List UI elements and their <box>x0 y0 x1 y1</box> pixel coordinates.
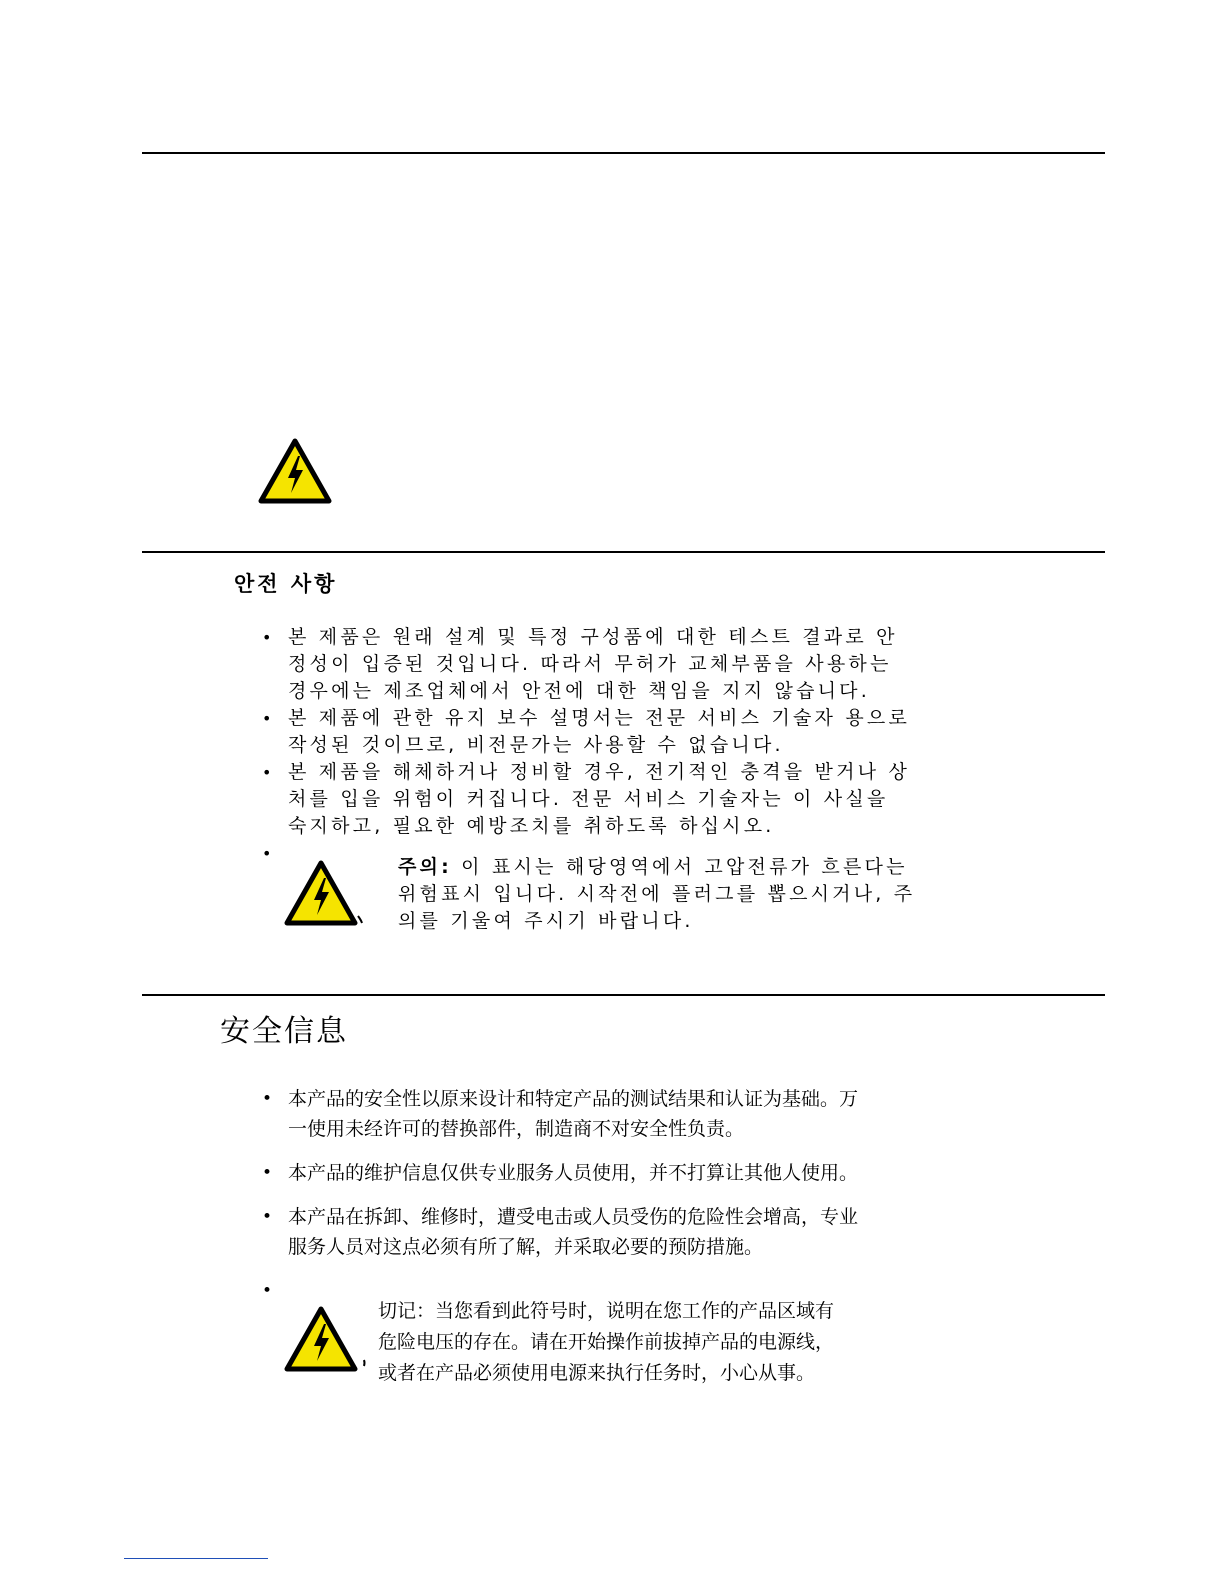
list-item: • 本产品的维护信息仅供专业服务人员使用，并不打算让其他人使用。 <box>262 1158 862 1188</box>
list-item: • 본 제품을 해체하거나 정비할 경우, 전기적인 충격을 받거나 상처를 입을 위험이 커집니다. 전문 서비스 기술자는 이 사실을 숙지하고, 필요한 예방조치를 취하도록 하십시오. <box>262 759 912 840</box>
electrical-hazard-icon <box>258 438 332 504</box>
list-item: • 본 제품은 원래 설계 및 특정 구성품에 대한 테스트 결과로 안정성이 입증된 것입니다. 따라서 무허가 교체부품을 사용하는 경우에는 제조업체에서 안전에 대한 책임을 지지 않습니다. <box>262 624 912 705</box>
electrical-hazard-icon <box>284 1306 368 1374</box>
list-item: • 本产品在拆卸、维修时，遭受电击或人员受伤的危险性会增高，专业服务人员对这点必须有所了解，并采取必要的预防措施。 <box>262 1202 862 1262</box>
electrical-hazard-icon <box>284 860 368 928</box>
warning-label: 주의: <box>398 856 452 878</box>
list-item: • 본 제품에 관한 유지 보수 설명서는 전문 서비스 기술자 용으로 작성된 것이므로, 비전문가는 사용할 수 없습니다. <box>262 705 912 759</box>
korean-section-divider <box>142 551 1105 553</box>
footer-link-line <box>124 1558 268 1559</box>
chinese-section-divider <box>142 994 1105 996</box>
chinese-warning-note <box>378 1296 848 1389</box>
warning-text: 이 표시는 해당영역에서 고압전류가 흐른다는 위험표시 입니다. 시작전에 플러그를 뽑으시거나, 주의를 기울여 주시기 바랍니다. <box>398 856 916 932</box>
korean-section-title: 안전 사항 <box>234 572 338 596</box>
warning-text: 当您看到此符号时，说明在您工作的产品区域有危险电压的存在。请在开始操作前拔掉产品的电源线，或者在产品必须使用电源来执行任务时，小心从事。 <box>378 1300 835 1384</box>
top-divider <box>142 152 1105 154</box>
chinese-section-title: 安全信息 <box>220 1014 348 1049</box>
warning-label: 切记： <box>378 1300 436 1322</box>
korean-warning-note <box>398 854 918 935</box>
list-item: • 本产品的安全性以原来设计和特定产品的测试结果和认证为基础。万一使用未经许可的替换部件，制造商不对安全性负责。 <box>262 1084 862 1144</box>
